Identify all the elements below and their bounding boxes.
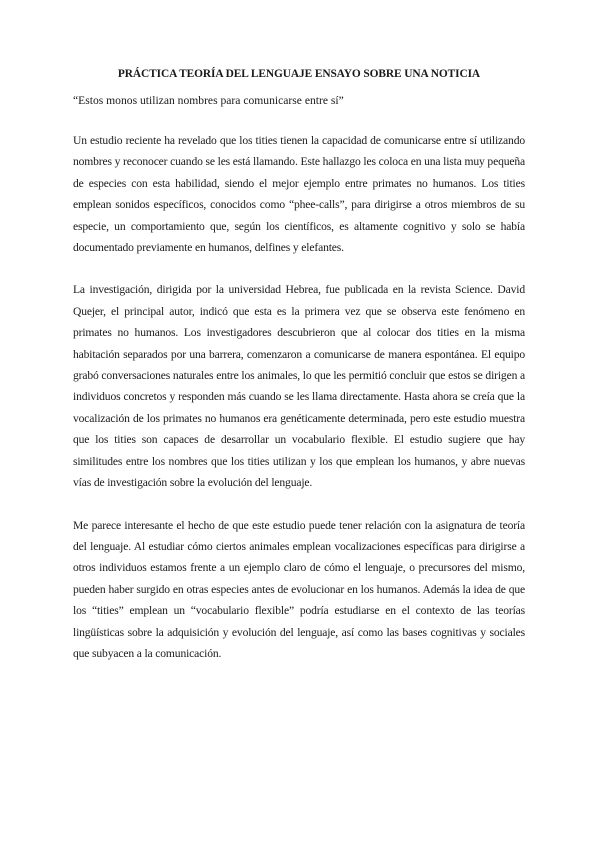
news-headline-quote: “Estos monos utilizan nombres para comunicarse entre sí” bbox=[73, 94, 344, 107]
paragraph-opinion: Me parece interesante el hecho de que este estudio puede tener relación con la asignatura de teoría del lenguaje. Al estudiar cómo ciertos animales emplean vocalizaciones específicas para dirigirse a otros individuos estamos frente a un ejemplo claro de cómo el lenguaje, o precursores del mismo, pueden haber surgido en otras especies antes de evolucionar en los humanos. Además la idea de que los “tities” emplean un “vocabulario flexible” podría estudiarse en el contexto de las teorías lingüísticas sobre la adquisición y evolución del lenguaje, así como las bases cognitivas y sociales que subyacen a la comunicación. bbox=[73, 518, 525, 660]
document-title: PRÁCTICA TEORÍA DEL LENGUAJE ENSAYO SOBRE UNA NOTICIA bbox=[117, 68, 481, 80]
paragraph-summary: Un estudio reciente ha revelado que los tities tienen la capacidad de comunicarse entre sí utilizando nombres y reconocer cuando se les está llamando. Este hallazgo les coloca en una lista muy pequeña de especies con esta habilidad, siendo el mejor ejemplo entre primates no humanos. Los tities emplean sonidos específicos, conocidos como “phee-calls”, para dirigirse a otros miembros de su especie, un comportamiento que, según los científicos, es altamente cognitivo y solo se había documentado previamente en humanos, delfines y elefantes. bbox=[73, 134, 525, 255]
paragraph-research: La investigación, dirigida por la universidad Hebrea, fue publicada en la revista Science. David Quejer, el principal autor, indicó que esta es la primera vez que se observa este fenómeno en primates no humanos. Los investigadores descubrieron que al colocar dos tities en la misma habitación separados por una barrera, comenzaron a comunicarse de manera espontánea. El equipo grabó conversaciones naturales entre los animales, lo que les permitió concluir que estos se dirigen a individuos concretos y responden más cuando se les llama directamente. Hasta ahora se creía que la vocalización de los primates no humanos era genéticamente determinada, pero este estudio muestra que los tities son capaces de desarrollar un vocabulario flexible. El estudio sugiere que hay similitudes entre los nombres que los tities utilizan y los que emplean los humanos, y abre nuevas vías de investigación sobre la evolución del lenguaje. bbox=[73, 283, 525, 490]
document-page bbox=[73, 66, 525, 664]
